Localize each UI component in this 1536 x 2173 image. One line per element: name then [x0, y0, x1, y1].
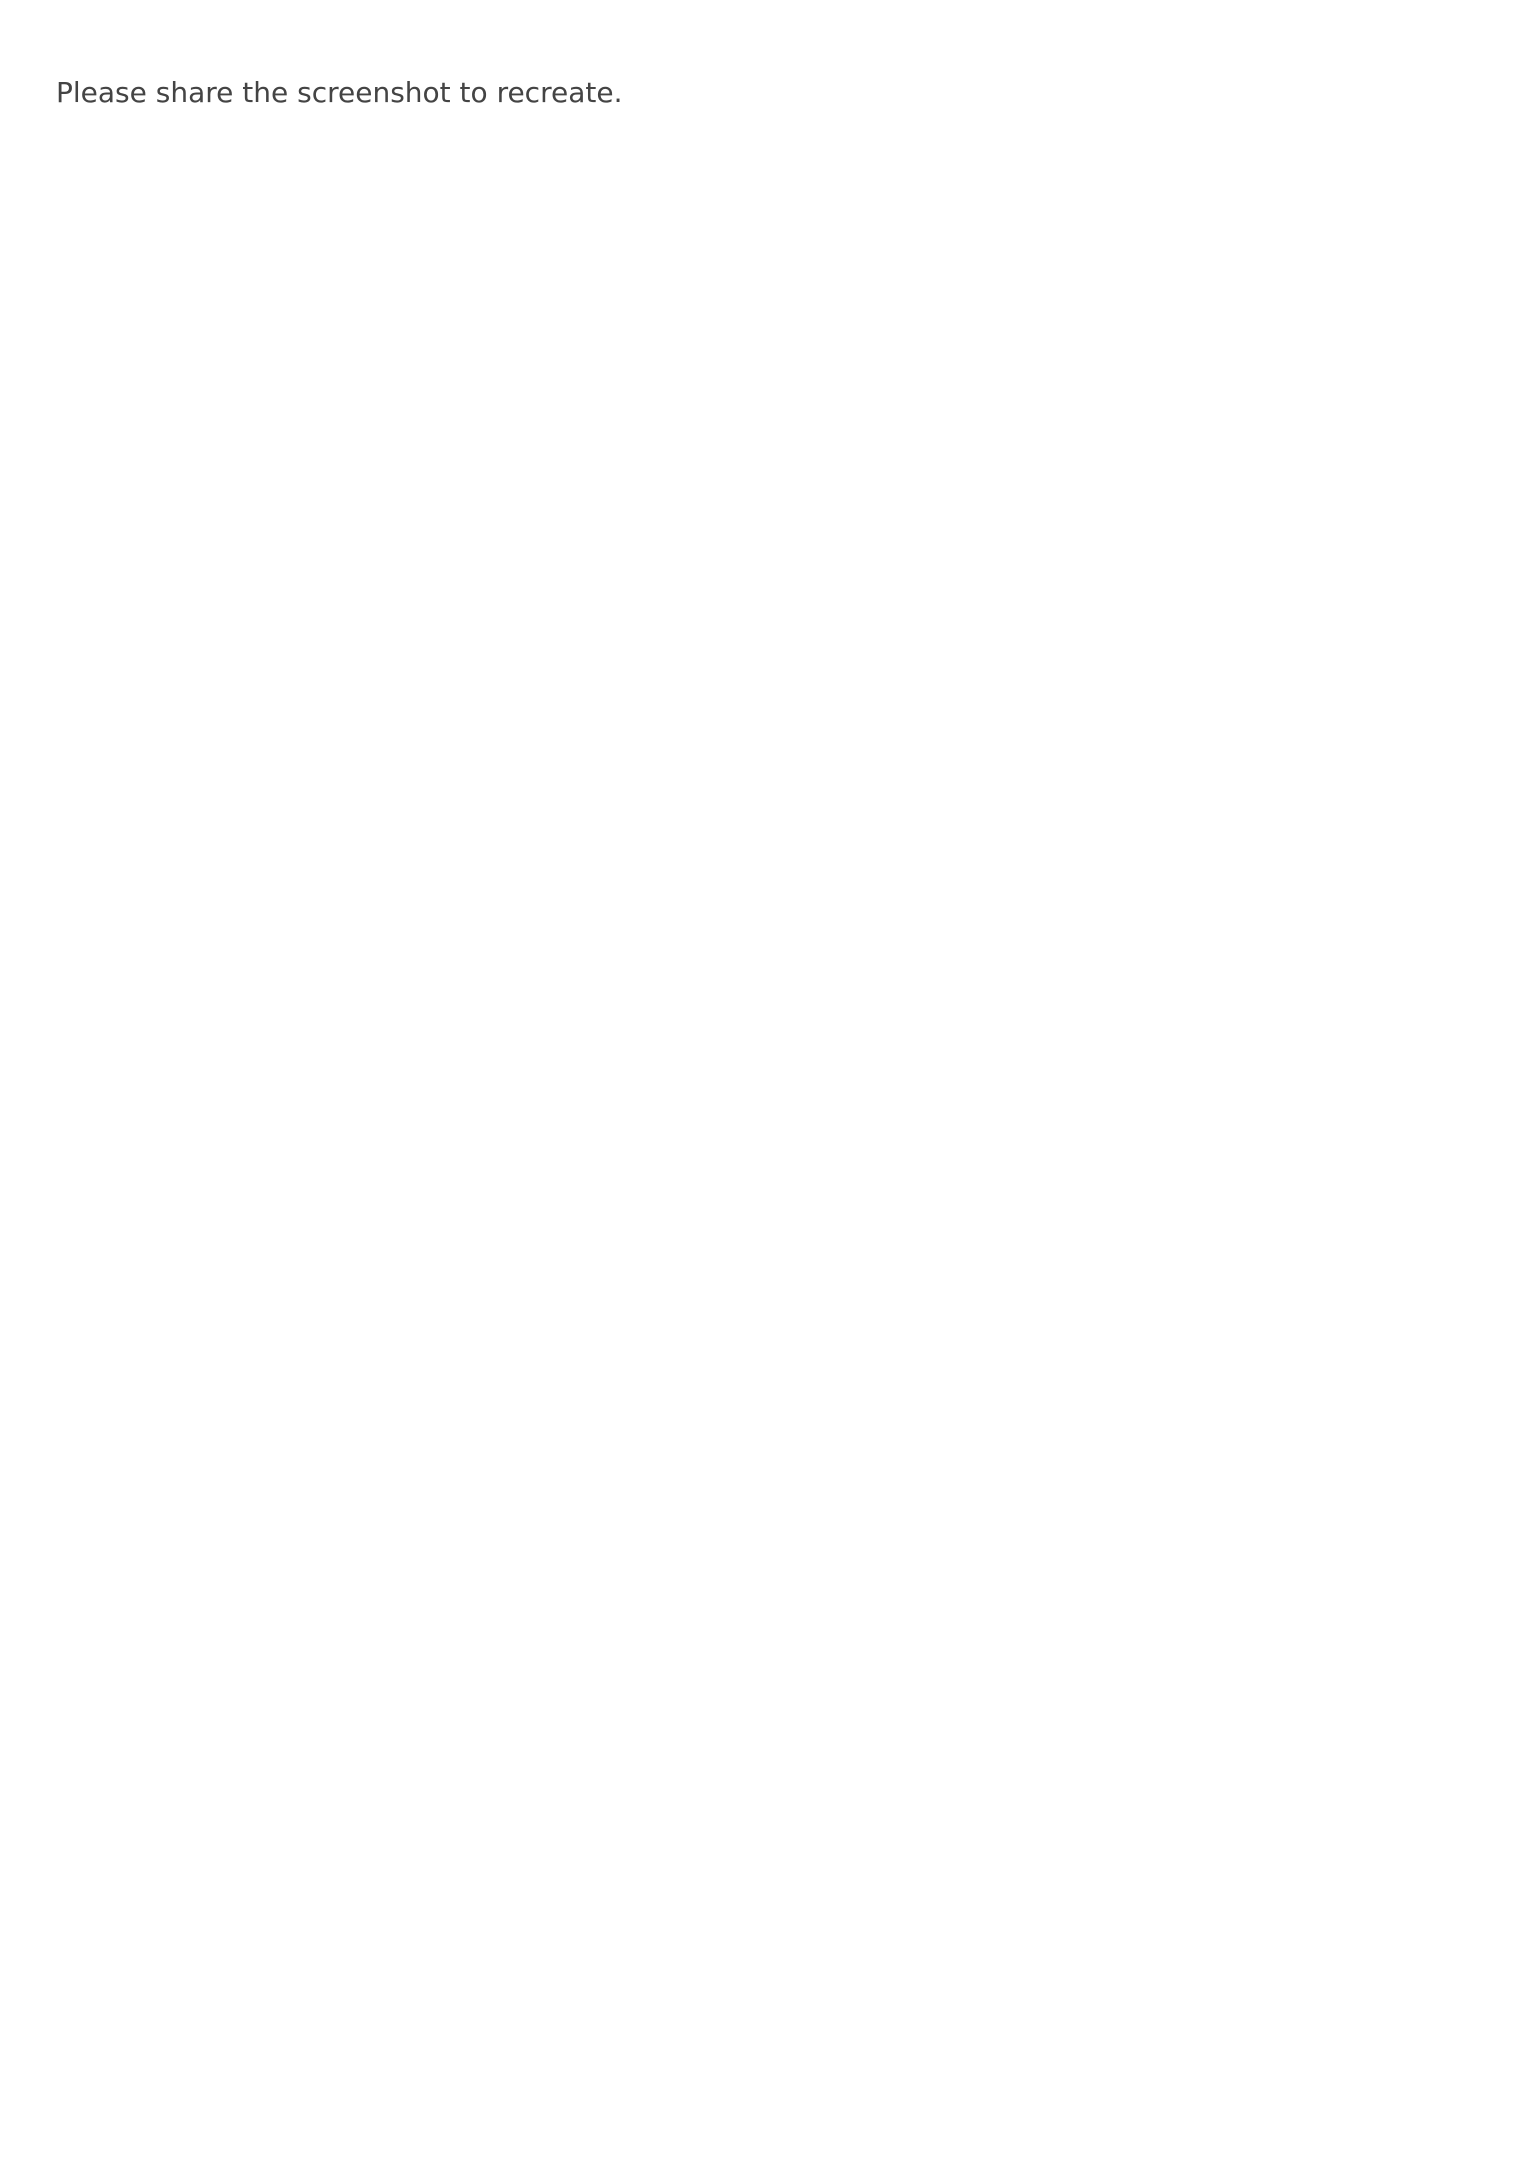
missing-image-notice: Please share the screenshot to recreate.: [56, 76, 623, 109]
